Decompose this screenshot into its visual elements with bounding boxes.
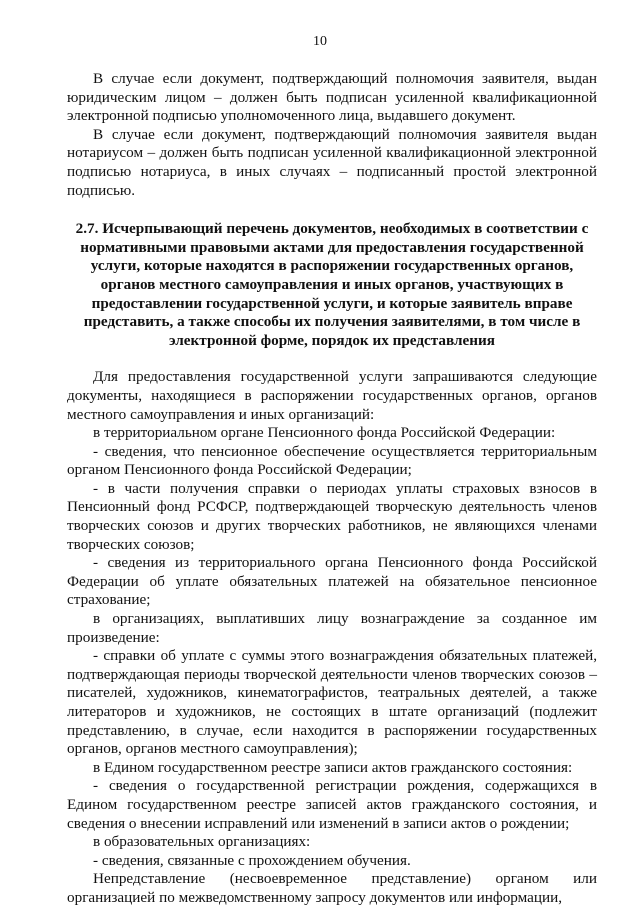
paragraph: в организациях, выплативших лицу вознаграждение за созданное им произведение: [67, 610, 597, 646]
paragraph: в территориальном органе Пенсионного фонда Российской Федерации: [93, 424, 556, 442]
paragraph: Непредставление (несвоевременное представление) органом или организацией по межведомственному запросу документов или информации, [67, 870, 597, 906]
list-item: - сведения, что пенсионное обеспечение осуществляется территориальным органом Пенсионного фонда Российской Федерации; [67, 442, 597, 479]
list-item: - сведения, связанные с прохождением обучения. [93, 851, 411, 869]
paragraph: в образовательных организациях: [93, 833, 311, 851]
document-body [67, 70, 597, 908]
paragraph: В случае если документ, подтверждающий полномочия заявителя выдан нотариусом – должен быть подписан усиленной квалификационной электронной подписью нотариуса, в иных случаях – подписанный простой электронной подписью. [67, 125, 597, 199]
paragraph: в Едином государственном реестре записи актов гражданского состояния: [93, 758, 573, 776]
list-item: - сведения из территориального органа Пенсионного фонда Российской Федерации об уплате обязательных платежей на обязательное пенсионное страхование; [67, 554, 597, 609]
paragraph: Для предоставления государственной услуги запрашиваются следующие документы, находящиеся в распоряжении государственных органов, органов местного самоуправления и иных организаций: [67, 368, 597, 423]
list-item: - в части получения справки о периодах уплаты страховых взносов в Пенсионный фонд РСФСР, подтверждающей творческую деятельность членов творческих союзов и других творческих работников, не являющихся членами творческих союзов; [67, 479, 597, 553]
section-heading: 2.7. Исчерпывающий перечень документов, необходимых в соответствии с нормативными правовыми актами для предоставления государственной услуги, которые находятся в распоряжении государственных органов, органов местного самоуправления и иных органов, участвующих в предоставлении государственной услуги, и которые заявитель вправе представить, а также способы их получения заявителями, в том числе в электронной форме, порядок их представления [75, 220, 589, 349]
page-number: 10 [313, 34, 327, 49]
list-item: - справки об уплате с суммы этого вознаграждения обязательных платежей, подтверждающая периоды творческой деятельности членов творческих союзов – писателей, художников, кинематографистов, театральных деятелей, а также литераторов и художников, не состоящих в штате организаций (подлежит представлению, в случае, если находится в распоряжении государственных органов, органов местного самоуправления); [67, 647, 597, 758]
paragraph: В случае если документ, подтверждающий полномочия заявителя, выдан юридическим лицом – должен быть подписан усиленной квалификационной электронной подписью уполномоченного лица, выдавшего документ. [67, 70, 597, 125]
list-item: - сведения о государственной регистрации рождения, содержащихся в Едином государственном реестре записей актов гражданского состояния, и сведения о внесении исправлений или изменений в записи актов о рождении; [67, 777, 597, 832]
